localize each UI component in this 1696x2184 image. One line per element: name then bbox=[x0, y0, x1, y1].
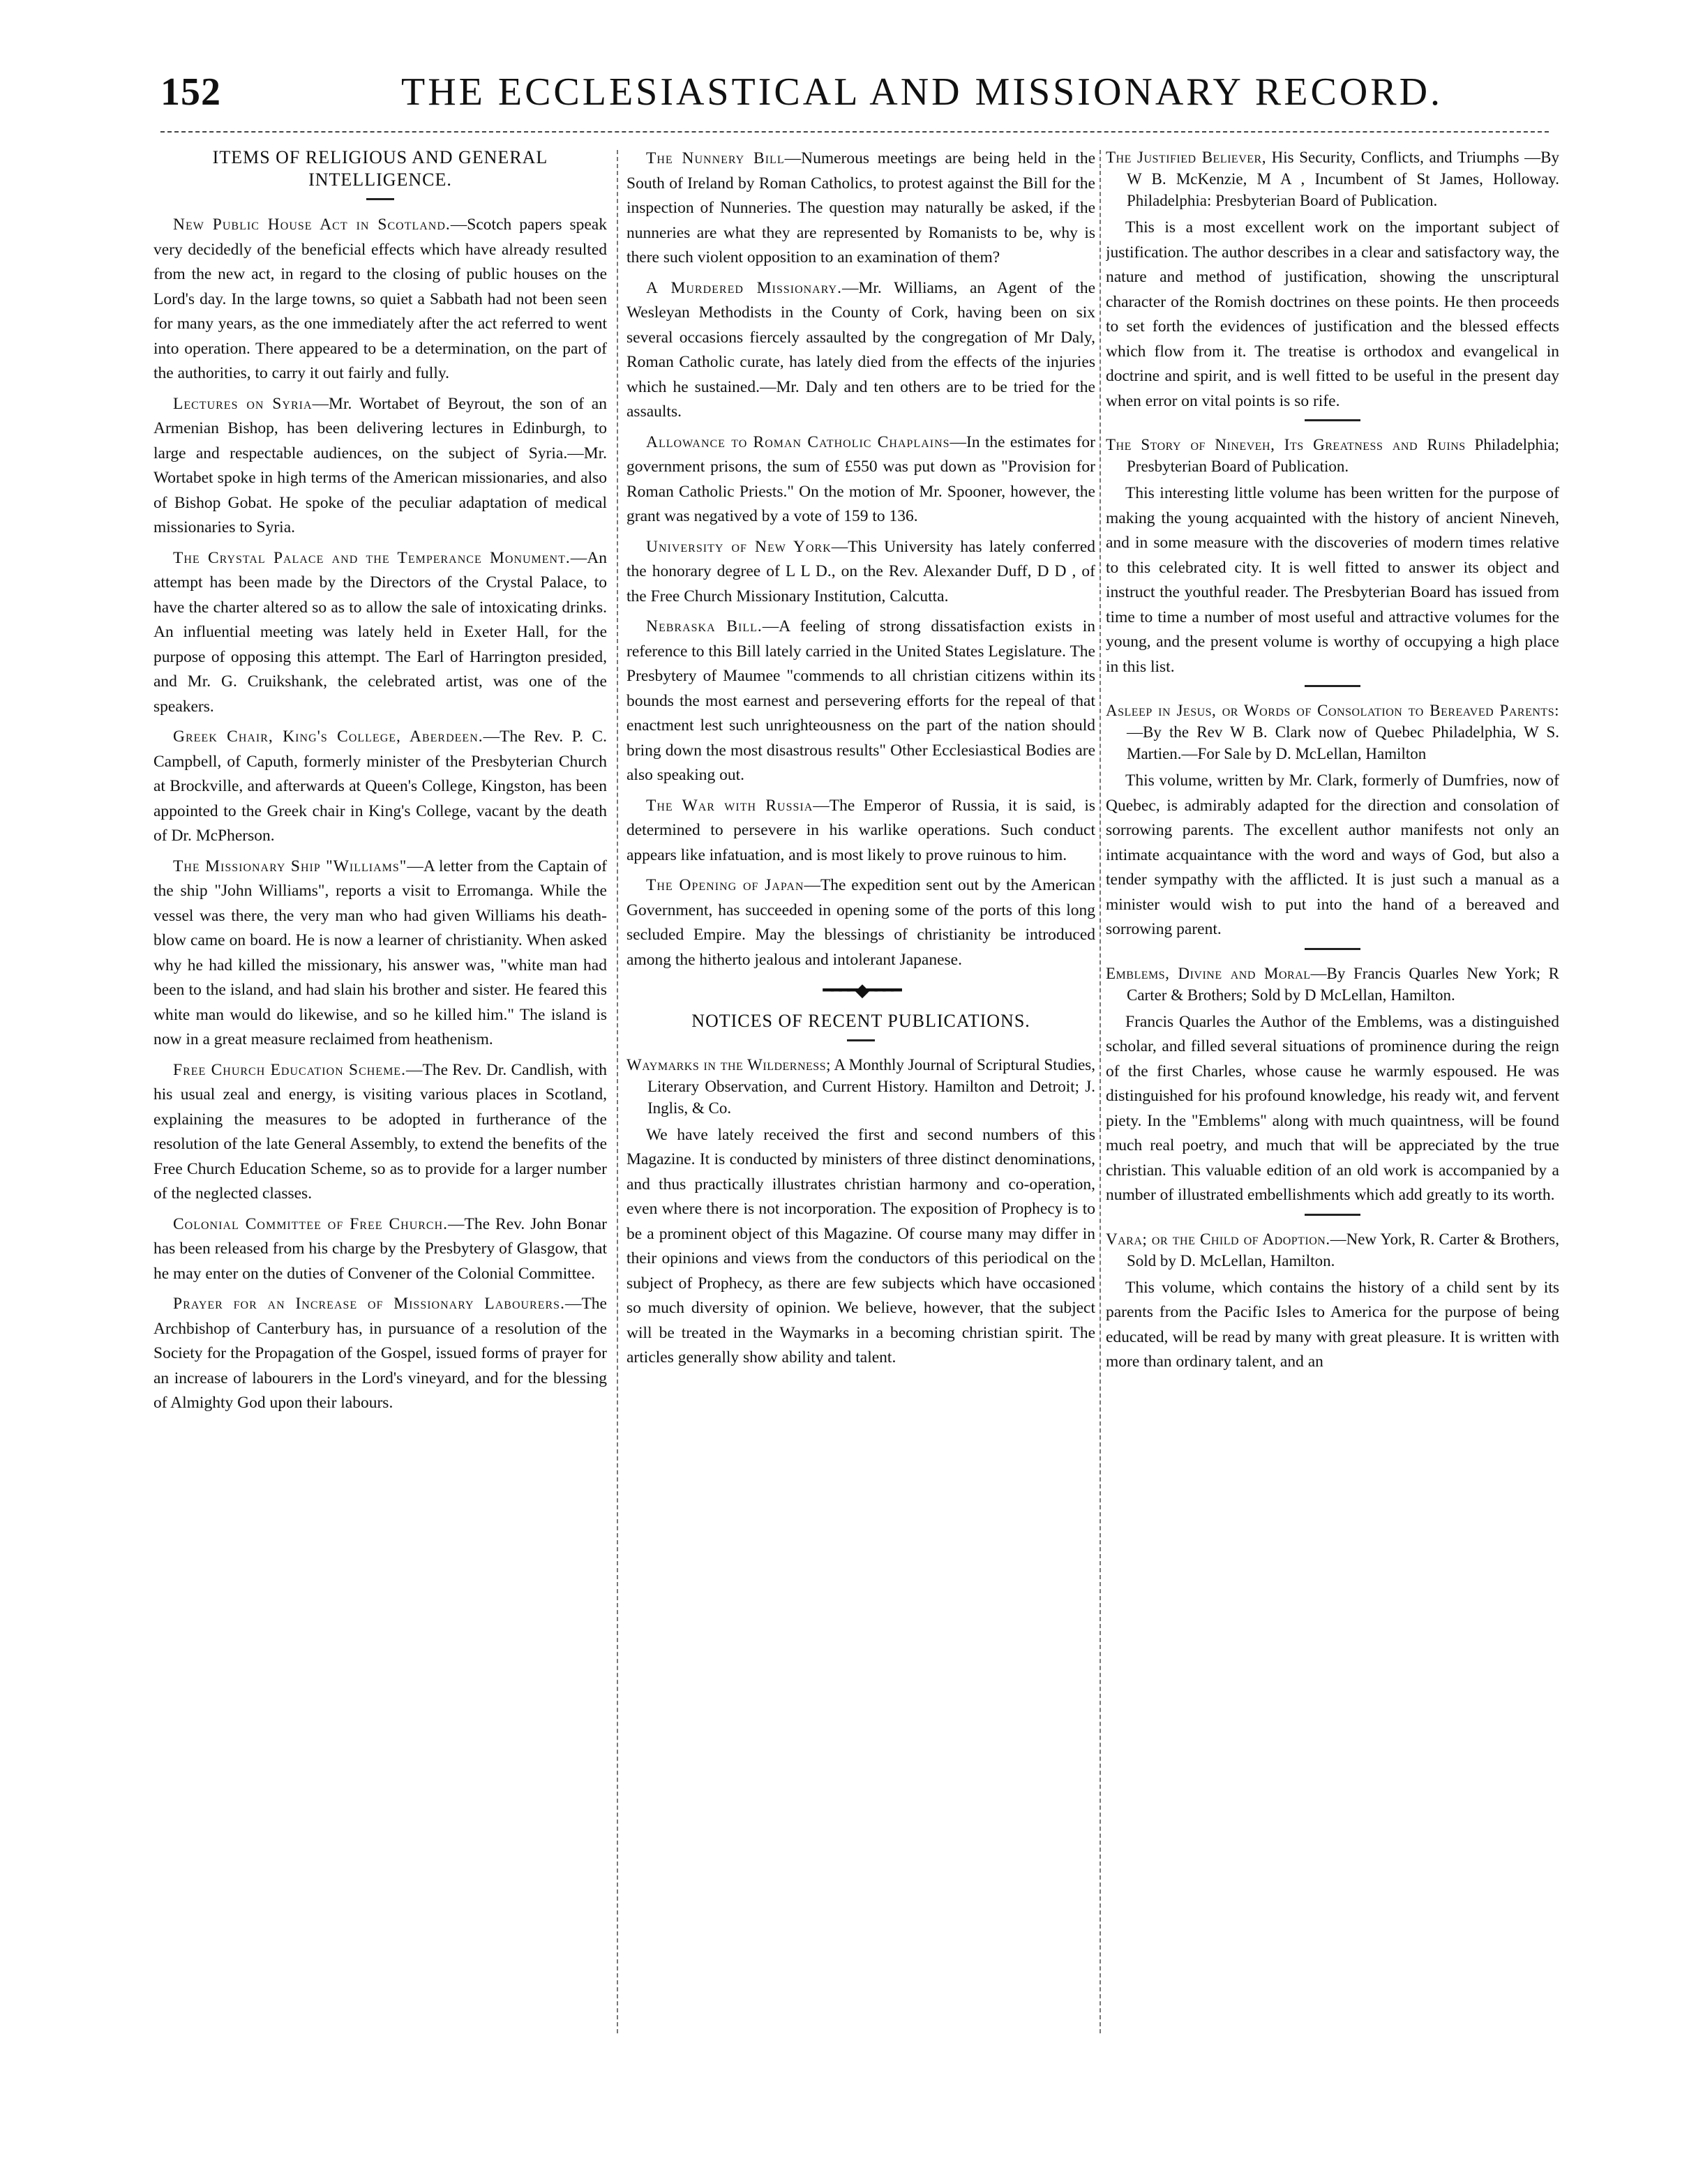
article-heading: Greek Chair, King's College, Aberdeen. bbox=[173, 728, 483, 746]
notice-separator bbox=[1305, 1214, 1360, 1216]
publication-title: Waymarks in the Wilderness; bbox=[626, 1055, 831, 1074]
article bbox=[153, 392, 607, 541]
page-number: 152 bbox=[160, 70, 221, 114]
article bbox=[153, 1058, 607, 1207]
article-text: —The Rev. P. C. Campbell, of Caputh, formerly minister of the Presbyterian Church at Brockville, and afterwards at Queen's College, Kingston, has been appointed to the Greek chair in King's College, vacant by the death of Dr. McPherson. bbox=[153, 728, 607, 845]
publication-citation bbox=[1106, 963, 1559, 1006]
article-text: —Numerous meetings are being held in the South of Ireland by Roman Catholics, to protest against the Bill for the inspection of Nunneries. The question may naturally be asked, if the nunneries are what they are represented by Romanists to be, why is there such violent opposition to an examination of them? bbox=[626, 149, 1095, 266]
publication-title: Vara; or the Child of Adoption. bbox=[1106, 1230, 1330, 1248]
article-text: —This University has lately conferred the honorary degree of L L D., on the Rev. Alexander Duff, D D , of the Free Church Missionary Institution, Calcutta. bbox=[626, 537, 1095, 605]
article-heading: New Public House Act in Scotland. bbox=[173, 216, 451, 234]
article bbox=[153, 854, 607, 1053]
article-heading: The War with Russia bbox=[646, 796, 813, 815]
article-heading: Allowance to Roman Catholic Chaplains bbox=[646, 432, 950, 451]
section-separator bbox=[847, 1039, 875, 1041]
fleuron-ornament: ━━━━◆━━━━ bbox=[823, 980, 899, 1000]
article bbox=[626, 146, 1095, 271]
column-divider bbox=[617, 150, 618, 2033]
review-text: Francis Quarles the Author of the Emblems, was a distinguished scholar, and filled several situations of prominence during the reign of the first Charles, whose cause he warmly espoused. He was distinguished for his profound knowledge, his ready wit, and fervent piety. In the "Emblems" along with much quaintness, will be found much real poetry, and much that will be appreciated by the true christian. This valuable edition of an old work is accompanied by a number of illustrated embellishments which add greatly to its worth. bbox=[1106, 1012, 1559, 1204]
right-column bbox=[1106, 146, 1559, 2155]
header-rule bbox=[160, 131, 1549, 133]
publication-details: Philadelphia; Presbyterian Board of Publication. bbox=[1127, 436, 1559, 475]
article-heading: Lectures on Syria bbox=[173, 394, 313, 413]
article-heading: A Murdered Missionary. bbox=[646, 278, 842, 297]
article bbox=[626, 535, 1095, 610]
publication-citation bbox=[1106, 1228, 1559, 1272]
publication-details: —By the Rev W B. Clark now of Quebec Philadelphia, W S. Martien.—For Sale by D. McLellan, Hamilton bbox=[1127, 723, 1559, 762]
article-text: —Mr. Wortabet of Beyrout, the son of an Armenian Bishop, has been delivering lectures in Edinburgh, to large and respectable audiences, on the subject of Syria.—Mr. Wortabet spoke in high terms of the American missionaries, and also of Bishop Gobat. He spoke of the peculiar adaptation of medical missionaries to Syria. bbox=[153, 394, 607, 536]
publication-details: His Security, Conflicts, and Triumphs —By W B. McKenzie, M A , Incumbent of St James, Holloway. Philadelphia: Presbyterian Board of Publication. bbox=[1127, 149, 1559, 209]
publication-title: The Justified Believer, bbox=[1106, 149, 1266, 166]
article bbox=[626, 615, 1095, 788]
article-text: —In the estimates for government prisons, the sum of £550 was put down as "Provision for Roman Catholic Priests." On the motion of Mr. Spooner, however, the grant was negatived by a vote of 159 to 136. bbox=[626, 432, 1095, 525]
publication-citation bbox=[1106, 146, 1559, 211]
article bbox=[626, 873, 1095, 972]
article-heading: University of New York bbox=[646, 537, 832, 556]
article bbox=[626, 430, 1095, 529]
review-text: This volume, written by Mr. Clark, formerly of Dumfries, now of Quebec, is admirably adapted for the direction and consolation of sorrowing parents. The excellent author manifests not only an intimate acquaintance with the word and ways of God, but also a tender sympathy with the afflicted. It is just such a manual as a minister would wish to put into the hand of a bereaved and sorrowing parent. bbox=[1106, 771, 1559, 938]
article-text: —Scotch papers speak very decidedly of the beneficial effects which have already resulted from the new act, in regard to the closing of public houses on the Lord's day. In the large towns, so quiet a Sabbath had not been seen for many years, as the one immediately after the act referred to went into operation. There appeared to be a determination, on the part of the authorities, to carry it out fairly and fully. bbox=[153, 216, 607, 382]
review-text: We have lately received the first and second numbers of this Magazine. It is conducted by ministers of three distinct denominations, and thus practically illustrates christian harmony and co-operation, even where there is not incorporation. The exposition of Prophecy is to be a prominent object of this Magazine. Of course many may differ in their opinions and views from the conductors of this periodical on the subject of Prophecy, as there are few subjects which have occasioned so much diversity of opinion. We believe, however, that the subject will be treated in the Waymarks in a becoming christian spirit. The articles generally show ability and talent. bbox=[626, 1125, 1095, 1366]
article-text: —The Rev. John Bonar has been released from his charge by the Presbytery of Glasgow, that he may enter on the duties of Convener of the Colonial Committee. bbox=[153, 1214, 607, 1283]
article-text: —A letter from the Captain of the ship "John Williams", reports a visit to Erromanga. While the vessel was there, the very man who had given Williams his death-blow came on board. He is now a learner of christianity. When asked why he had killed the missionary, his answer was, "white man had been to the island, and had slain his brother and sister. He feared this white man would do likewise, and so he killed him." The island is now in a great measure reclaimed from heathenism. bbox=[153, 857, 607, 1048]
article-text: —The Archbishop of Canterbury has, in pursuance of a resolution of the Society for the Propagation of the Gospel, issued forms of prayer for an increase of labourers in the Lord's vineyard, and for the blessing of Almighty God upon their labours. bbox=[153, 1295, 607, 1412]
article bbox=[626, 794, 1095, 868]
article-text: —An attempt has been made by the Directors of the Crystal Palace, to have the charter altered so as to allow the sale of intoxicating drinks. An influential meeting was lately held in Exeter Hall, for the purpose of opposing this attempt. The Earl of Harrington presided, and Mr. G. Cruikshank, the celebrated artist, was one of the speakers. bbox=[153, 548, 607, 716]
article-text: —The Emperor of Russia, it is said, is determined to persevere in his warlike operations. Such conduct appears like infatuation, and is most likely to prove ruinous to him. bbox=[626, 796, 1095, 864]
article-text: —The expedition sent out by the American Government, has succeeded in opening some of the ports of this long secluded Empire. May the blessings of christianity be introduced among the hitherto jealous and intolerant Japanese. bbox=[626, 876, 1095, 969]
article-heading: The Nunnery Bill bbox=[646, 149, 785, 167]
review-text: This interesting little volume has been written for the purpose of making the young acquainted with the history of ancient Nineveh, and in some measure with the discoveries of modern times relative to this celebrated city. It is well fitted to answer its object and instruct the youthful reader. The Presbyterian Board has issued from time to time a number of most useful and attractive volumes for the young, and the present volume is worthy of occupying a high place in this list. bbox=[1106, 484, 1559, 676]
article bbox=[626, 276, 1095, 425]
article-heading: The Opening of Japan bbox=[646, 876, 804, 894]
article-heading: The Crystal Palace and the Temperance Monument. bbox=[173, 548, 571, 567]
publication-details: —New York, R. Carter & Brothers, Sold by D. McLellan, Hamilton. bbox=[1127, 1230, 1559, 1270]
article bbox=[153, 1212, 607, 1287]
article-text: —Mr. Williams, an Agent of the Wesleyan Methodists in the County of Cork, having been on six several occasions fiercely assaulted by the congregation of Mr Daly, Roman Catholic curate, has lately died from the effects of the injuries which he sustained.—Mr. Daly and ten others are to be tried for the assaults. bbox=[626, 278, 1095, 421]
page-header bbox=[0, 70, 1696, 133]
article-heading: The Missionary Ship "Williams" bbox=[173, 857, 407, 875]
notices-title: NOTICES OF RECENT PUBLICATIONS. bbox=[691, 1010, 1030, 1031]
section-separator bbox=[366, 198, 394, 200]
review-text: This is a most excellent work on the important subject of justification. The author describes in a clear and satisfactory way, the nature and method of justification, showing the unscriptural character of the Romish doctrines on these points. He then proceeds to set forth the evidences of justification and the blessed effects which flow from it. The treatise is orthodox and evangelical in doctrine and spirit, and is well fitted to be useful in the present day when error on vital points is so rife. bbox=[1106, 218, 1559, 410]
publication-title: The Story of Nineveh, Its Greatness and Ruins bbox=[1106, 436, 1466, 453]
journal-title: THE ECCLESIASTICAL AND MISSIONARY RECORD. bbox=[401, 70, 1443, 114]
section-title-line-2: INTELLIGENCE. bbox=[308, 170, 452, 190]
left-column bbox=[153, 146, 607, 2155]
publication-title: Asleep in Jesus, or Words of Consolation to Bereaved Parents: bbox=[1106, 702, 1559, 719]
publication-citation bbox=[626, 1054, 1095, 1119]
article-heading: Prayer for an Increase of Missionary Labourers. bbox=[173, 1295, 565, 1313]
publication-title: Emblems, Divine and Moral bbox=[1106, 964, 1311, 982]
publication-citation bbox=[1106, 434, 1559, 477]
article bbox=[153, 725, 607, 849]
middle-column bbox=[626, 146, 1095, 2155]
article-text: —A feeling of strong dissatisfaction exists in reference to this Bill lately carried in the United States Legislature. The Presbytery of Maumee "commends to all christian citizens within its bounds the most earnest and persevering efforts for the repeal of that enactment lest such unrighteousness on the part of the nation should bring down the most disastrous results" Other Ecclesiastical Bodies are also speaking out. bbox=[626, 617, 1095, 784]
notice-separator bbox=[1305, 948, 1360, 950]
article bbox=[153, 546, 607, 720]
article-text: —The Rev. Dr. Candlish, with his usual zeal and energy, is visiting various places in Scotland, explaining the measures to be adopted in furtherance of the resolution of the late General Assembly, to extend the benefits of the Free Church Education Scheme, so as to provide for a larger number of the neglected classes. bbox=[153, 1060, 607, 1203]
publication-details: —By Francis Quarles New York; R Carter & Brothers; Sold by D McLellan, Hamilton. bbox=[1127, 964, 1559, 1004]
section-title bbox=[153, 146, 607, 191]
column-divider bbox=[1100, 150, 1101, 2033]
article-heading: Colonial Committee of Free Church. bbox=[173, 1214, 449, 1233]
section-title-line-1: ITEMS OF RELIGIOUS AND GENERAL bbox=[212, 147, 548, 167]
article-heading: Nebraska Bill. bbox=[646, 617, 763, 635]
article bbox=[153, 1292, 607, 1416]
notice-separator bbox=[1305, 685, 1360, 687]
publication-details: A Monthly Journal of Scriptural Studies, Literary Observation, and Current History. Hamilton and Detroit; J. Inglis, & Co. bbox=[647, 1055, 1095, 1117]
article bbox=[153, 213, 607, 386]
review-text: This volume, which contains the history of a child sent by its parents from the Pacific Isles to America for the purpose of being educated, will be read by many with great pleasure. It is written with more than ordinary talent, and an bbox=[1106, 1278, 1559, 1371]
article-heading: Free Church Education Scheme. bbox=[173, 1060, 406, 1079]
publication-citation bbox=[1106, 700, 1559, 765]
notice-separator bbox=[1305, 419, 1360, 421]
